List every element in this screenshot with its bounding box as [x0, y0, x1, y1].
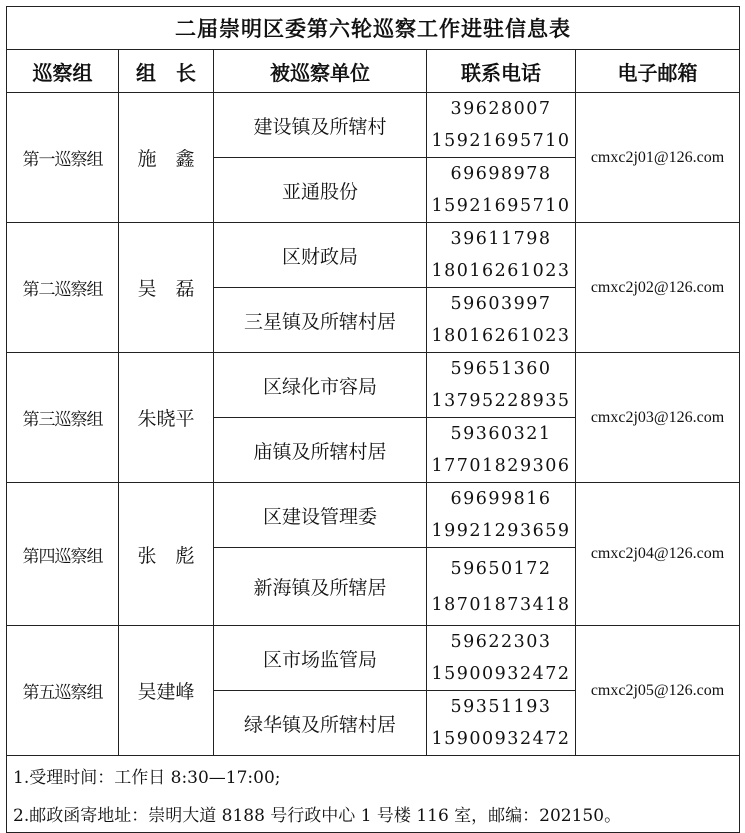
note-address: 2.邮政函寄地址：崇明大道 8188 号行政中心 1 号楼 116 室，邮编：202150。 — [7, 794, 740, 833]
phone-landline: 39628007 — [450, 99, 552, 119]
phone-landline: 69698978 — [450, 164, 552, 184]
group-name: 第二巡察组 — [7, 223, 119, 353]
contact-phone — [427, 93, 576, 158]
inspected-unit: 庙镇及所辖村居 — [214, 418, 427, 483]
phone-mobile: 15921695710 — [431, 196, 571, 216]
note-row — [7, 794, 740, 833]
phone-landline: 59622303 — [450, 632, 552, 652]
contact-phone — [427, 288, 576, 353]
phone-landline: 39611798 — [450, 229, 552, 249]
contact-phone — [427, 691, 576, 756]
inspected-unit: 区市场监管局 — [214, 626, 427, 691]
group-leader: 张 彪 — [119, 483, 214, 626]
contact-phone — [427, 483, 576, 548]
group-name: 第五巡察组 — [7, 626, 119, 756]
table-row — [7, 223, 740, 288]
contact-phone — [427, 418, 576, 483]
group-name: 第四巡察组 — [7, 483, 119, 626]
contact-phone — [427, 223, 576, 288]
table-row — [7, 353, 740, 418]
group-leader: 施 鑫 — [119, 93, 214, 223]
table-title: 二届崇明区委第六轮巡察工作进驻信息表 — [7, 7, 740, 50]
phone-mobile: 15921695710 — [431, 131, 571, 151]
email-address[interactable]: cmxc2j05@126.com — [576, 626, 740, 756]
header-group: 巡察组 — [7, 50, 119, 93]
header-phone: 联系电话 — [427, 50, 576, 93]
email-address[interactable]: cmxc2j01@126.com — [576, 93, 740, 223]
phone-mobile: 18016261023 — [431, 326, 571, 346]
inspected-unit: 绿华镇及所辖村居 — [214, 691, 427, 756]
phone-mobile: 15900932472 — [431, 729, 571, 749]
phone-landline: 59360321 — [450, 424, 552, 444]
phone-landline: 59650172 — [450, 558, 552, 579]
inspected-unit: 区建设管理委 — [214, 483, 427, 548]
header-leader: 组 长 — [119, 50, 214, 93]
phone-landline: 59603997 — [450, 294, 552, 314]
phone-mobile: 17701829306 — [431, 456, 571, 476]
inspected-unit: 建设镇及所辖村 — [214, 93, 427, 158]
header-row — [7, 50, 740, 93]
contact-phone — [427, 626, 576, 691]
note-hours: 1.受理时间：工作日 8:30—17:00; — [7, 756, 740, 795]
contact-phone — [427, 158, 576, 223]
table-row — [7, 93, 740, 158]
email-address[interactable]: cmxc2j02@126.com — [576, 223, 740, 353]
inspected-unit: 区绿化市容局 — [214, 353, 427, 418]
phone-mobile: 19921293659 — [431, 521, 571, 541]
phone-mobile: 13795228935 — [431, 391, 571, 411]
email-address[interactable]: cmxc2j03@126.com — [576, 353, 740, 483]
phone-landline: 69699816 — [450, 489, 552, 509]
group-name: 第三巡察组 — [7, 353, 119, 483]
inspected-unit: 新海镇及所辖居 — [214, 548, 427, 626]
group-leader: 吴 磊 — [119, 223, 214, 353]
phone-mobile: 18016261023 — [431, 261, 571, 281]
phone-mobile: 15900932472 — [431, 664, 571, 684]
table-row — [7, 626, 740, 691]
group-leader: 朱晓平 — [119, 353, 214, 483]
contact-phone — [427, 353, 576, 418]
contact-phone — [427, 548, 576, 626]
group-name: 第一巡察组 — [7, 93, 119, 223]
note-row — [7, 756, 740, 795]
inspected-unit: 三星镇及所辖村居 — [214, 288, 427, 353]
phone-mobile: 18701873418 — [431, 594, 571, 615]
inspected-unit: 亚通股份 — [214, 158, 427, 223]
group-leader: 吴建峰 — [119, 626, 214, 756]
table-row — [7, 483, 740, 548]
phone-landline: 59651360 — [450, 359, 552, 379]
phone-landline: 59351193 — [450, 697, 552, 717]
info-sheet — [6, 6, 739, 833]
header-email: 电子邮箱 — [576, 50, 740, 93]
header-unit: 被巡察单位 — [214, 50, 427, 93]
email-address[interactable]: cmxc2j04@126.com — [576, 483, 740, 626]
info-table — [6, 6, 740, 833]
inspected-unit: 区财政局 — [214, 223, 427, 288]
